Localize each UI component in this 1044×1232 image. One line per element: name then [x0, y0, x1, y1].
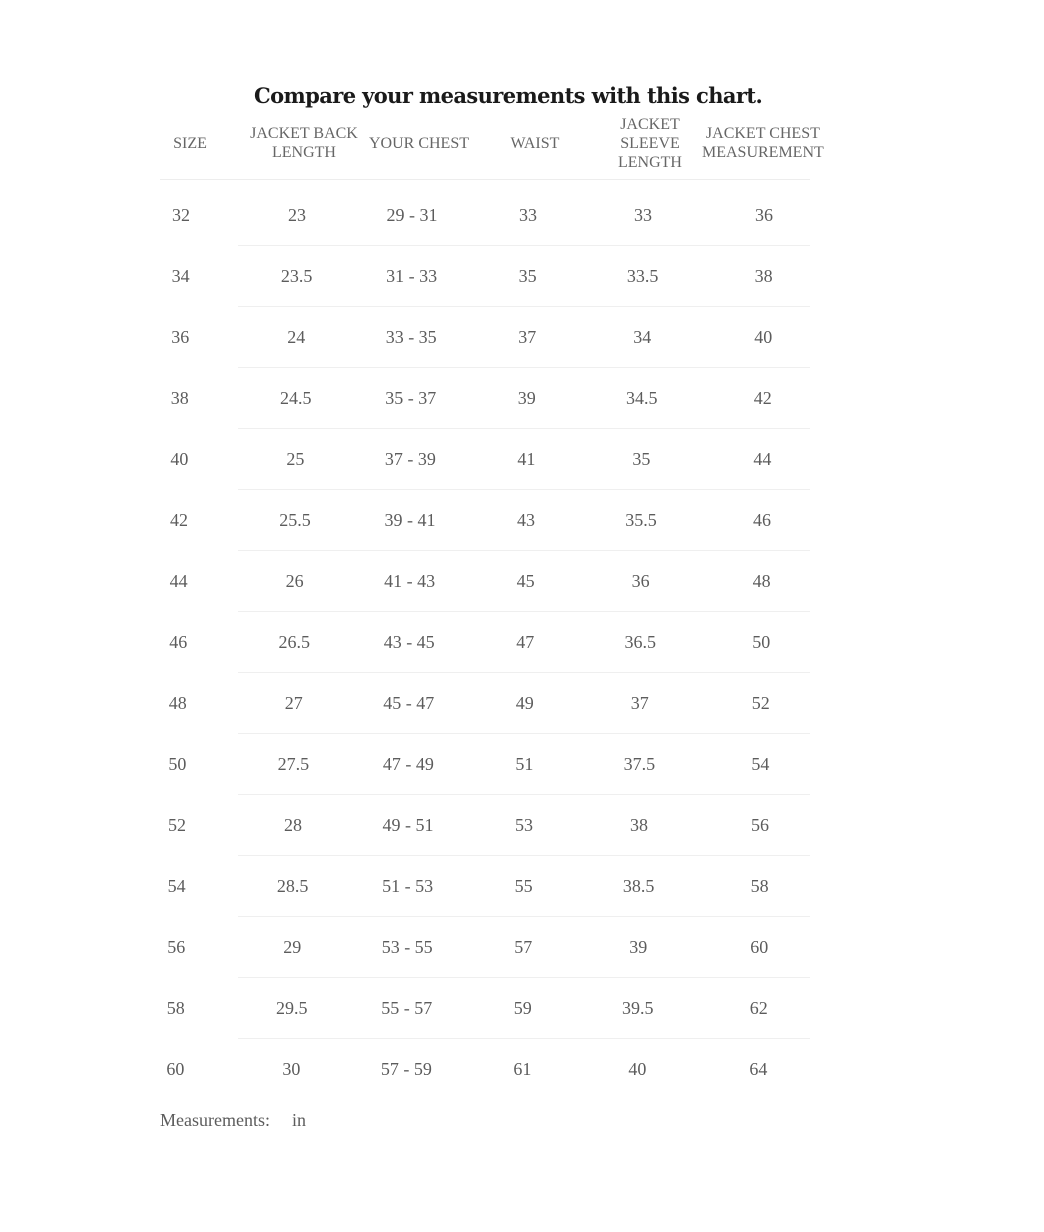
- cell-jacket-back-length: 24: [287, 327, 306, 347]
- cell-jacket-back-length: 26: [285, 571, 304, 591]
- cell-your-chest: 29 - 31: [386, 205, 438, 225]
- cell-jacket-chest-measurement: 50: [752, 632, 771, 652]
- cell-waist: 47: [516, 632, 535, 652]
- cell-jacket-sleeve-length: 33: [634, 205, 652, 225]
- cell-size: 54: [167, 876, 186, 896]
- cell-jacket-back-length: 29.5: [276, 998, 308, 1018]
- table-row: [0, 978, 1044, 1039]
- cell-your-chest: 49 - 51: [382, 815, 434, 835]
- cell-jacket-chest-measurement: 44: [753, 449, 772, 469]
- cell-jacket-back-length: 27: [284, 693, 303, 713]
- header-jacket-back-length: JACKET BACK LENGTH: [250, 125, 358, 161]
- cell-your-chest: 33 - 35: [385, 327, 437, 347]
- header-your-chest: YOUR CHEST: [368, 134, 469, 152]
- cell-waist: 43: [517, 510, 535, 530]
- cell-jacket-chest-measurement: 42: [753, 388, 772, 408]
- table-row: [0, 734, 1044, 795]
- cell-your-chest: 51 - 53: [382, 876, 434, 896]
- table-row: [0, 185, 1044, 246]
- chart-title: Compare your measurements with this chart.: [254, 83, 763, 108]
- cell-jacket-back-length: 30: [282, 1059, 301, 1079]
- cell-your-chest: 31 - 33: [386, 266, 438, 286]
- cell-jacket-back-length: 27.5: [277, 754, 310, 774]
- cell-jacket-sleeve-length: 38.5: [622, 876, 655, 896]
- cell-jacket-sleeve-length: 36.5: [624, 632, 656, 652]
- cell-jacket-back-length: 24.5: [280, 388, 312, 408]
- cell-your-chest: 37 - 39: [384, 449, 436, 469]
- cell-waist: 55: [514, 876, 533, 896]
- cell-jacket-chest-measurement: 60: [750, 937, 769, 957]
- cell-size: 38: [170, 388, 189, 408]
- table-row: [0, 612, 1044, 673]
- cell-size: 48: [168, 693, 187, 713]
- header-jacket-chest-measurement: JACKET CHEST MEASUREMENT: [702, 125, 824, 161]
- cell-jacket-sleeve-length: 38: [630, 815, 648, 835]
- cell-size: 58: [166, 998, 185, 1018]
- cell-jacket-sleeve-length: 39: [629, 937, 648, 957]
- table-row: [0, 307, 1044, 368]
- cell-jacket-sleeve-length: 33.5: [626, 266, 659, 286]
- cell-size: 42: [170, 510, 188, 530]
- cell-your-chest: 53 - 55: [381, 937, 433, 957]
- cell-size: 32: [172, 205, 190, 225]
- cell-jacket-sleeve-length: 36: [631, 571, 650, 591]
- table-row: [0, 856, 1044, 917]
- header-size: SIZE: [173, 134, 207, 152]
- cell-jacket-back-length: 28.5: [276, 876, 309, 896]
- cell-jacket-back-length: 26.5: [278, 632, 310, 652]
- cell-size: 46: [169, 632, 188, 652]
- table-row: [0, 246, 1044, 307]
- cell-jacket-chest-measurement: 64: [749, 1059, 768, 1079]
- cell-size: 34: [171, 266, 190, 286]
- cell-jacket-sleeve-length: 37.5: [623, 754, 656, 774]
- cell-your-chest: 39 - 41: [384, 510, 436, 530]
- cell-jacket-chest-measurement: 58: [750, 876, 769, 896]
- measurements-label: Measurements:: [160, 1110, 270, 1130]
- cell-jacket-sleeve-length: 34: [633, 327, 652, 347]
- cell-jacket-back-length: 23.5: [280, 266, 313, 286]
- cell-waist: 45: [516, 571, 535, 591]
- cell-waist: 59: [513, 998, 532, 1018]
- table-row: [0, 917, 1044, 978]
- cell-waist: 41: [517, 449, 536, 469]
- table-row: [0, 490, 1044, 551]
- cell-your-chest: 47 - 49: [382, 754, 434, 774]
- cell-jacket-back-length: 23: [288, 205, 306, 225]
- table-header: [0, 112, 1044, 180]
- cell-jacket-chest-measurement: 56: [751, 815, 769, 835]
- cell-your-chest: 41 - 43: [384, 571, 436, 591]
- cell-size: 60: [166, 1059, 185, 1079]
- cell-jacket-back-length: 28: [284, 815, 302, 835]
- cell-your-chest: 43 - 45: [383, 632, 435, 652]
- cell-waist: 61: [513, 1059, 532, 1079]
- cell-your-chest: 57 - 59: [380, 1059, 432, 1079]
- cell-jacket-sleeve-length: 34.5: [626, 388, 658, 408]
- cell-jacket-chest-measurement: 62: [749, 998, 768, 1018]
- cell-jacket-sleeve-length: 37: [630, 693, 649, 713]
- measurements-unit: in: [291, 1110, 306, 1130]
- cell-your-chest: 45 - 47: [383, 693, 435, 713]
- cell-jacket-sleeve-length: 39.5: [622, 998, 654, 1018]
- table-row: [0, 1039, 1044, 1100]
- cell-size: 52: [168, 815, 186, 835]
- cell-jacket-chest-measurement: 38: [754, 266, 773, 286]
- cell-jacket-chest-measurement: 52: [751, 693, 770, 713]
- table-row: [0, 673, 1044, 734]
- cell-waist: 57: [514, 937, 533, 957]
- cell-jacket-back-length: 29: [283, 937, 302, 957]
- cell-jacket-sleeve-length: 35.5: [625, 510, 657, 530]
- header-divider: [160, 179, 810, 180]
- cell-waist: 39: [517, 388, 536, 408]
- table-row: [0, 795, 1044, 856]
- cell-your-chest: 55 - 57: [381, 998, 433, 1018]
- cell-jacket-chest-measurement: 54: [751, 754, 770, 774]
- cell-size: 50: [168, 754, 187, 774]
- cell-waist: 33: [519, 205, 537, 225]
- cell-waist: 51: [515, 754, 534, 774]
- cell-jacket-chest-measurement: 46: [753, 510, 771, 530]
- cell-size: 44: [169, 571, 188, 591]
- cell-size: 36: [171, 327, 190, 347]
- cell-jacket-sleeve-length: 40: [628, 1059, 647, 1079]
- cell-jacket-chest-measurement: 36: [755, 205, 773, 225]
- measurements-footer: [160, 1110, 306, 1131]
- cell-waist: 37: [518, 327, 537, 347]
- header-jacket-sleeve-length: JACKET SLEEVE LENGTH: [618, 115, 682, 171]
- table-row: [0, 551, 1044, 612]
- cell-waist: 49: [515, 693, 534, 713]
- cell-jacket-back-length: 25.5: [279, 510, 311, 530]
- cell-jacket-sleeve-length: 35: [632, 449, 651, 469]
- header-waist: WAIST: [510, 134, 560, 152]
- table-row: [0, 429, 1044, 490]
- table-row: [0, 368, 1044, 429]
- cell-size: 40: [170, 449, 189, 469]
- cell-jacket-back-length: 25: [286, 449, 305, 469]
- cell-waist: 35: [518, 266, 537, 286]
- cell-jacket-chest-measurement: 48: [752, 571, 771, 591]
- cell-jacket-chest-measurement: 40: [754, 327, 773, 347]
- cell-size: 56: [167, 937, 186, 957]
- cell-waist: 53: [515, 815, 533, 835]
- cell-your-chest: 35 - 37: [385, 388, 437, 408]
